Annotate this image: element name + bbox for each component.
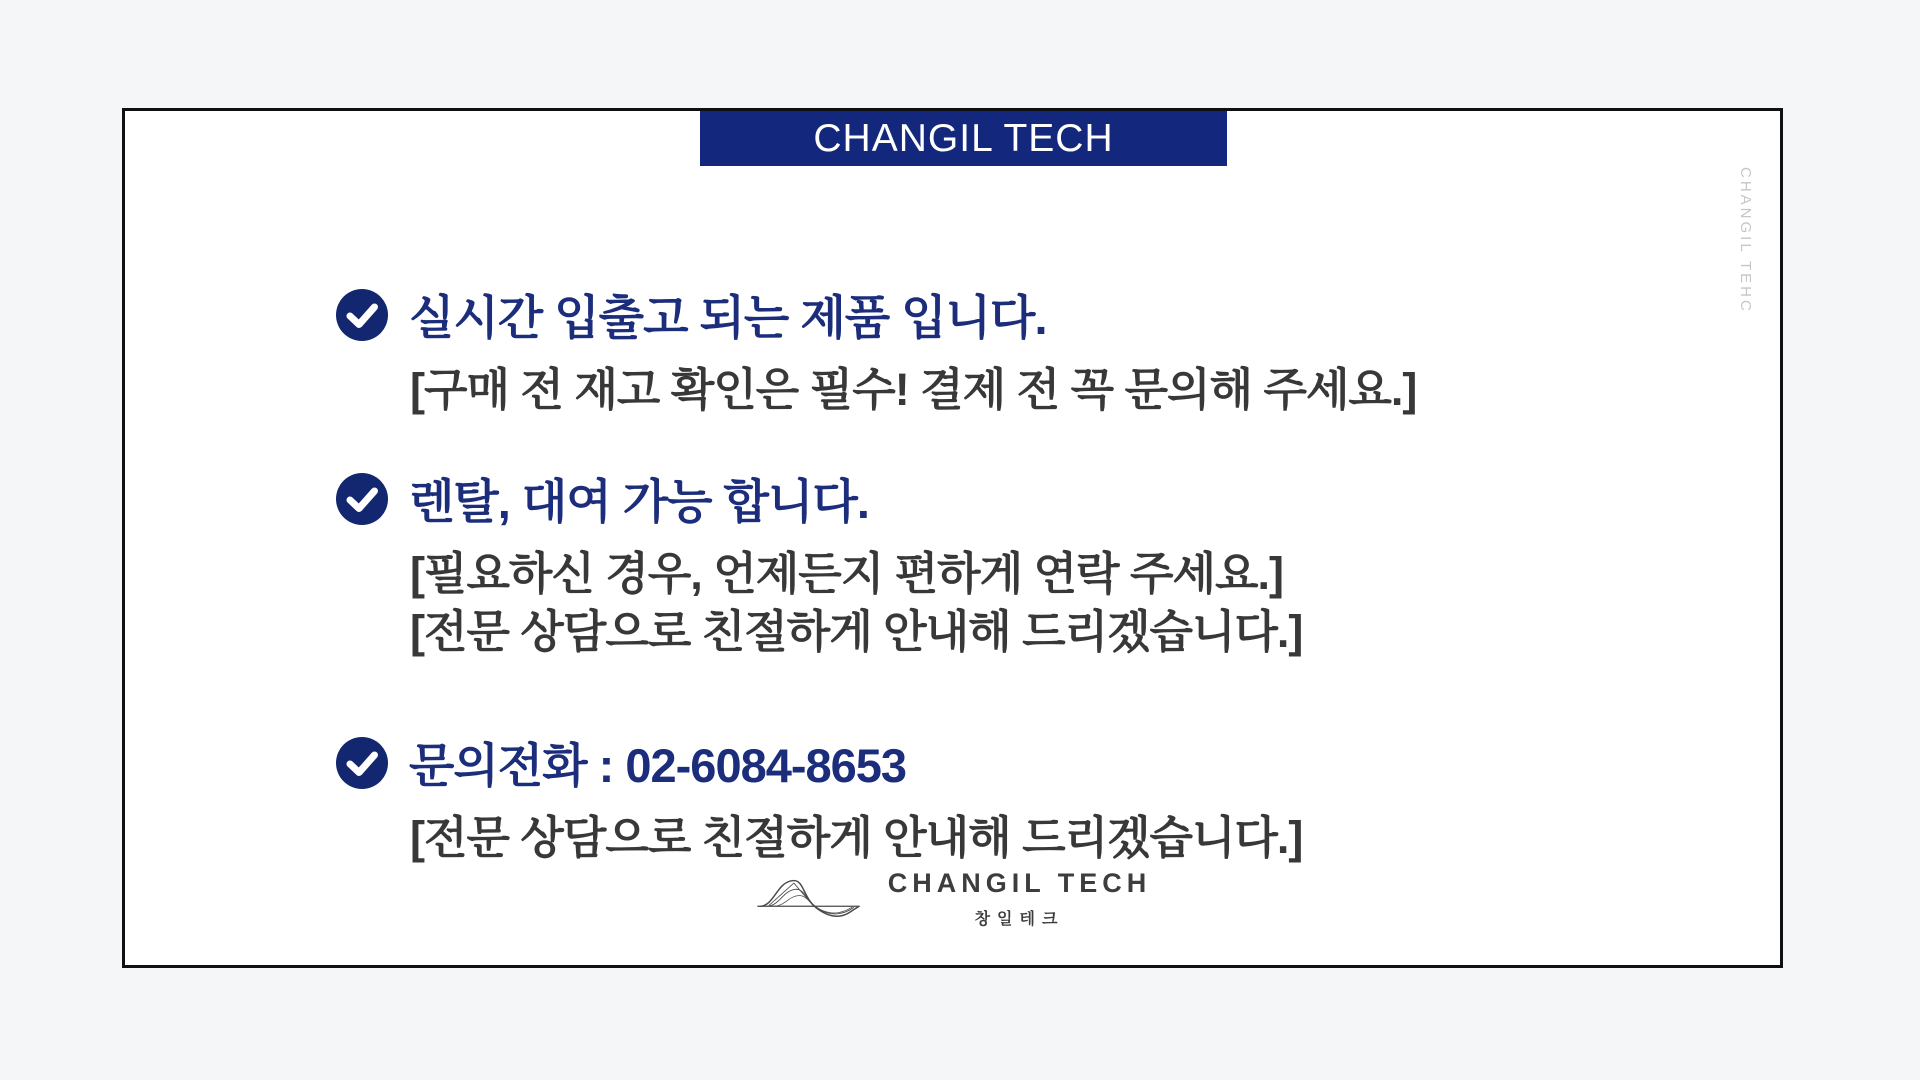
notice-heading-phone-number: 문의전화 : 02-6084-8653 <box>409 739 907 792</box>
notice-list <box>336 281 1596 913</box>
notice-item-phone <box>336 729 1596 867</box>
check-icon <box>336 737 388 789</box>
notice-subline: [전문 상담으로 친절하게 안내해 드리겠습니다.] <box>410 606 1303 657</box>
check-icon <box>336 289 388 341</box>
notice-subline: [전문 상담으로 친절하게 안내해 드리겠습니다.] <box>410 812 1303 863</box>
wave-logo-icon <box>754 863 862 933</box>
notice-item-rental <box>336 465 1596 661</box>
header-band <box>700 111 1227 166</box>
header-band-title: CHANGIL TECH <box>813 116 1114 160</box>
check-icon <box>336 473 388 525</box>
notice-item-stock <box>336 281 1596 419</box>
info-card <box>122 108 1783 968</box>
logo-title: CHANGIL TECH <box>887 867 1152 898</box>
notice-heading: 렌탈, 대여 가능 합니다. <box>409 475 869 528</box>
notice-subline: [필요하신 경우, 언제든지 편하게 연락 주세요.] <box>410 548 1283 599</box>
notice-subline: [구매 전 재고 확인은 필수! 결제 전 꼭 문의해 주세요.] <box>410 364 1417 415</box>
notice-heading: 실시간 입출고 되는 제품 입니다. <box>409 291 1047 344</box>
vertical-watermark-text: CHANGIL TEHC <box>1737 167 1754 314</box>
logo-subtitle-korean: 창일테크 <box>974 910 1065 928</box>
footer-logo <box>125 863 1780 933</box>
